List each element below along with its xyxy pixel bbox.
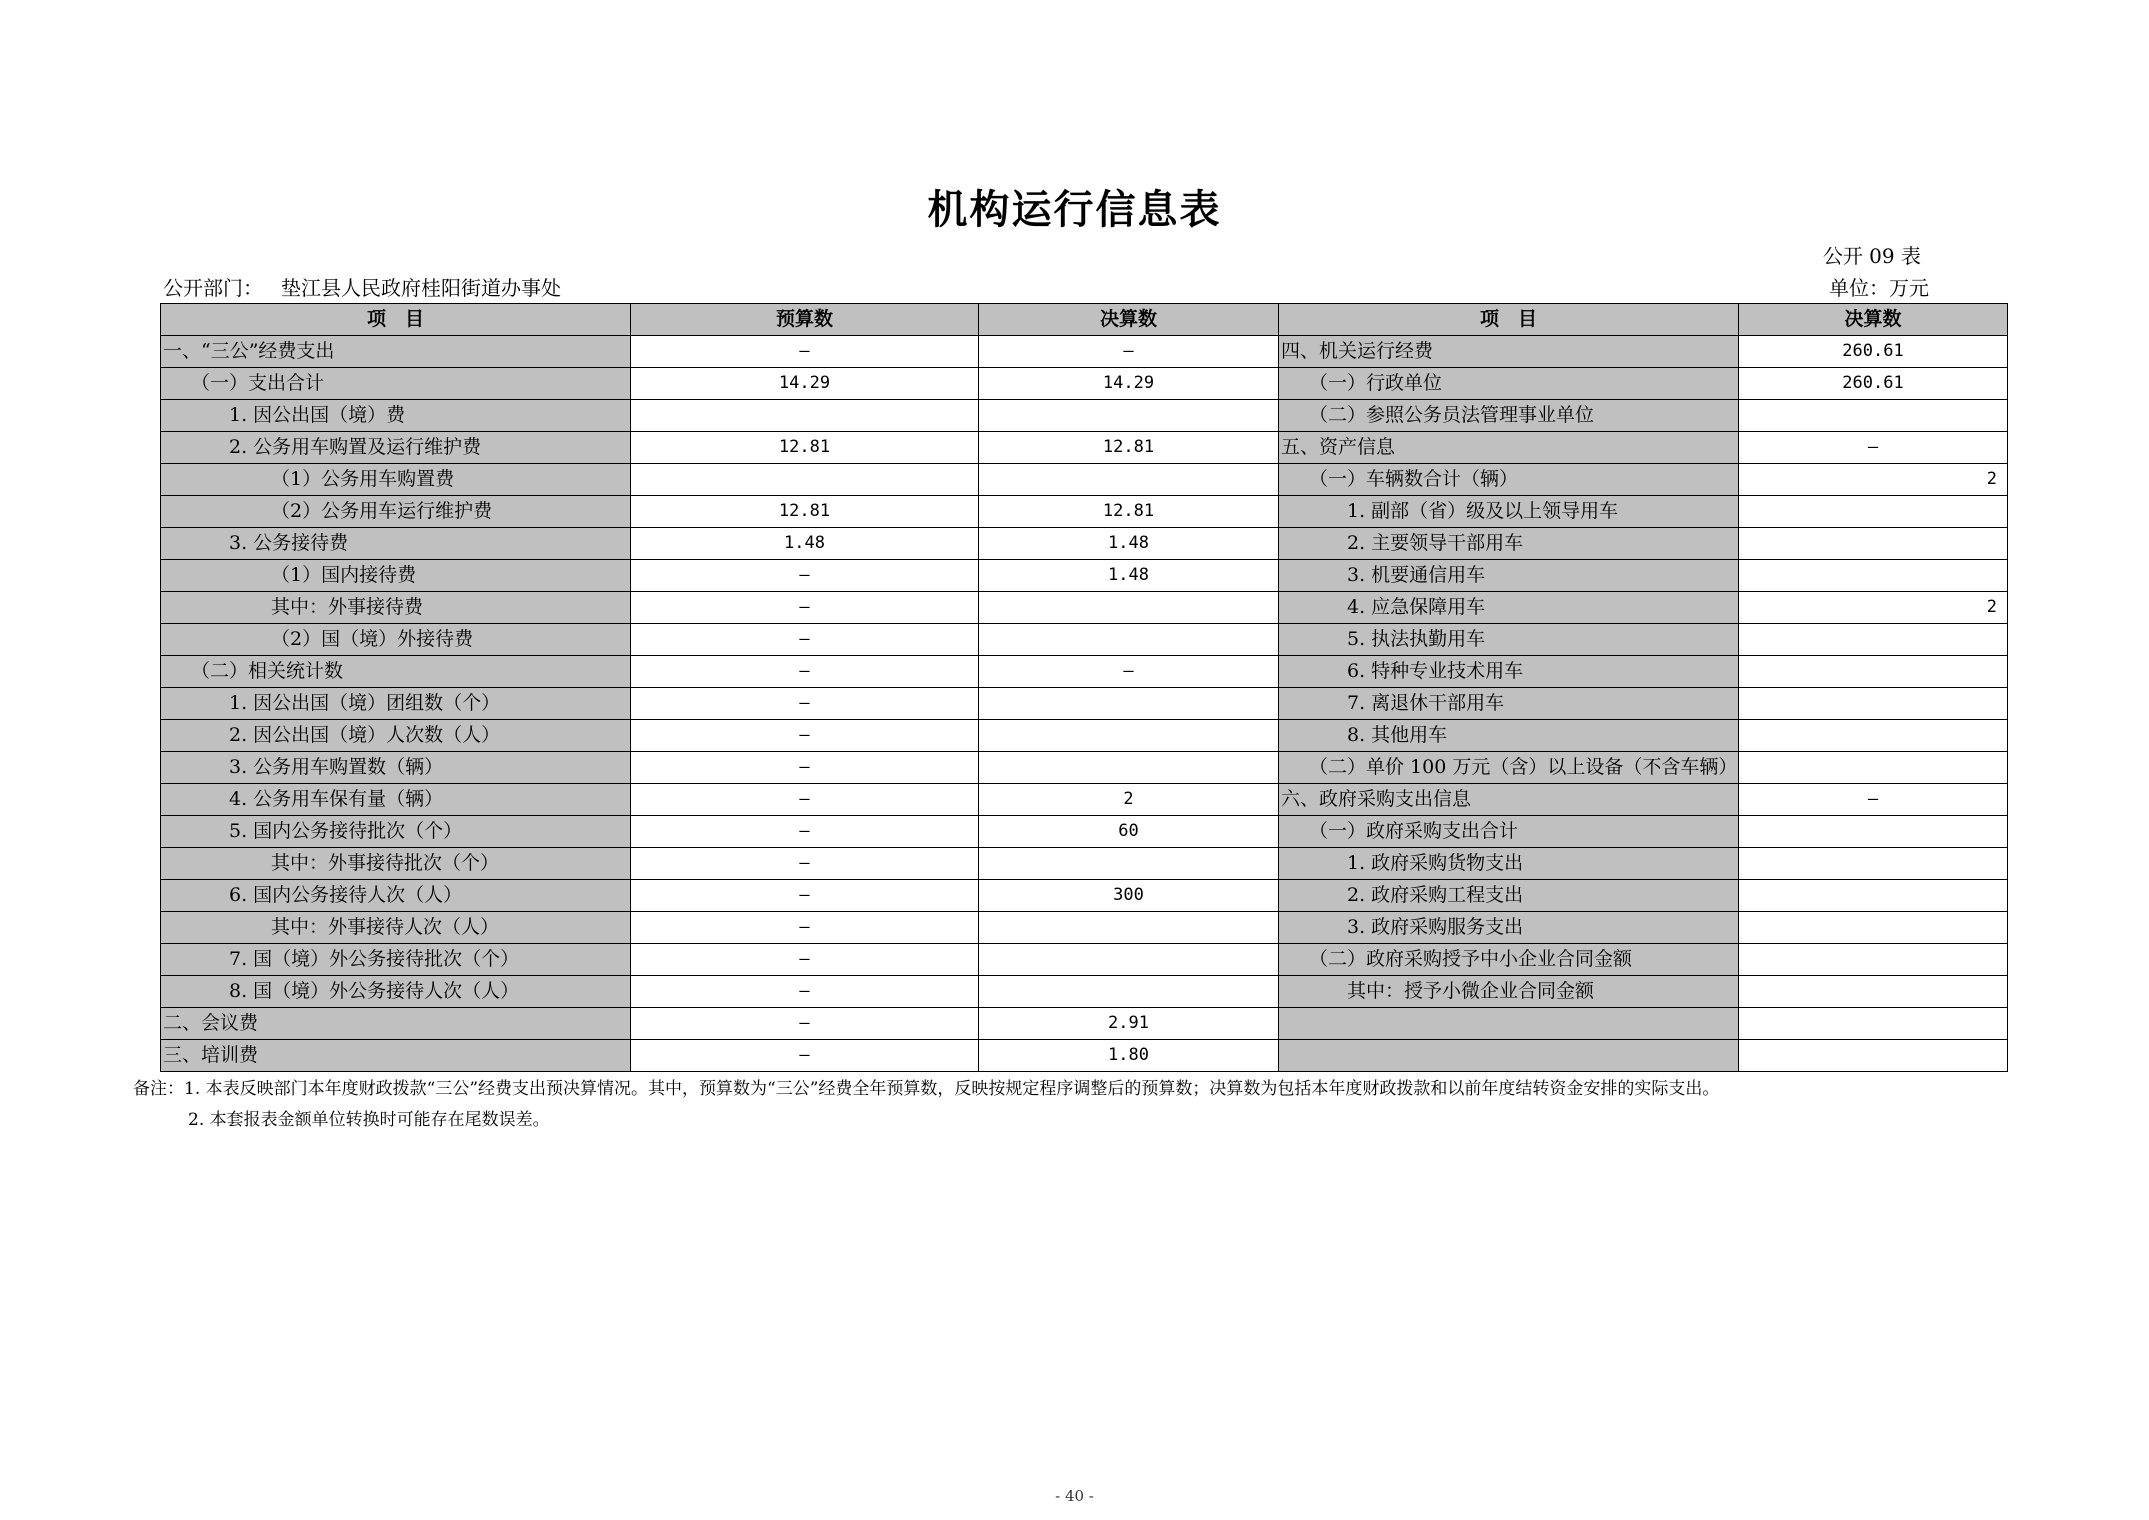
table-row bbox=[161, 432, 2008, 464]
row-item-left: 二、会议费 bbox=[161, 1008, 631, 1040]
row-item-right bbox=[1279, 1040, 1739, 1072]
row-final: 2 bbox=[979, 784, 1279, 816]
row-final-right: 260.61 bbox=[1739, 368, 2008, 400]
row-item-right: 其中：授予小微企业合同金额 bbox=[1279, 976, 1739, 1008]
row-final: — bbox=[979, 656, 1279, 688]
table-row bbox=[161, 560, 2008, 592]
row-item-left: （1）国内接待费 bbox=[161, 560, 631, 592]
row-item-left: 1. 因公出国（境）费 bbox=[161, 400, 631, 432]
row-budget: — bbox=[631, 560, 979, 592]
row-final-right bbox=[1739, 688, 2008, 720]
row-item-right: 3. 政府采购服务支出 bbox=[1279, 912, 1739, 944]
table-row bbox=[161, 752, 2008, 784]
row-final-right bbox=[1739, 560, 2008, 592]
row-item-right: 8. 其他用车 bbox=[1279, 720, 1739, 752]
row-final: 14.29 bbox=[979, 368, 1279, 400]
row-budget: — bbox=[631, 656, 979, 688]
row-budget: — bbox=[631, 848, 979, 880]
table-row bbox=[161, 496, 2008, 528]
row-final: 1.48 bbox=[979, 528, 1279, 560]
row-final-right bbox=[1739, 816, 2008, 848]
row-final bbox=[979, 848, 1279, 880]
table-row bbox=[161, 400, 2008, 432]
row-final: 2.91 bbox=[979, 1008, 1279, 1040]
row-item-right: 2. 主要领导干部用车 bbox=[1279, 528, 1739, 560]
row-final-right bbox=[1739, 720, 2008, 752]
row-final bbox=[979, 592, 1279, 624]
page-title: 机构运行信息表 bbox=[927, 186, 1222, 233]
row-budget: — bbox=[631, 720, 979, 752]
row-item-left: 5. 国内公务接待批次（个） bbox=[161, 816, 631, 848]
row-item-right: 五、资产信息 bbox=[1279, 432, 1739, 464]
row-item-left: （一）支出合计 bbox=[161, 368, 631, 400]
row-final-right bbox=[1739, 976, 2008, 1008]
row-final-right bbox=[1739, 1008, 2008, 1040]
row-item-right: 六、政府采购支出信息 bbox=[1279, 784, 1739, 816]
row-item-right: 3. 机要通信用车 bbox=[1279, 560, 1739, 592]
row-final bbox=[979, 688, 1279, 720]
table-row bbox=[161, 592, 2008, 624]
table-row bbox=[161, 816, 2008, 848]
row-final bbox=[979, 752, 1279, 784]
row-budget: — bbox=[631, 752, 979, 784]
note-2: 2. 本套报表金额单位转换时可能存在尾数误差。 bbox=[188, 1110, 550, 1130]
row-budget: — bbox=[631, 880, 979, 912]
row-final bbox=[979, 624, 1279, 656]
row-budget bbox=[631, 464, 979, 496]
row-final bbox=[979, 464, 1279, 496]
row-budget: — bbox=[631, 624, 979, 656]
row-budget: — bbox=[631, 592, 979, 624]
row-budget: — bbox=[631, 336, 979, 368]
department-label: 公开部门： bbox=[163, 276, 263, 300]
row-final-right bbox=[1739, 400, 2008, 432]
row-item-right: 6. 特种专业技术用车 bbox=[1279, 656, 1739, 688]
table-row bbox=[161, 1040, 2008, 1072]
table-header-row bbox=[161, 304, 2008, 336]
row-item-right: （二）政府采购授予中小企业合同金额 bbox=[1279, 944, 1739, 976]
header-item-left: 项 目 bbox=[161, 304, 631, 336]
table-body bbox=[161, 336, 2008, 1072]
row-final: 12.81 bbox=[979, 432, 1279, 464]
row-final bbox=[979, 912, 1279, 944]
row-item-right: （一）政府采购支出合计 bbox=[1279, 816, 1739, 848]
row-item-left: 2. 公务用车购置及运行维护费 bbox=[161, 432, 631, 464]
notes bbox=[133, 1074, 1719, 1136]
row-item-left: 其中：外事接待批次（个） bbox=[161, 848, 631, 880]
department-line bbox=[163, 276, 561, 300]
row-budget: 1.48 bbox=[631, 528, 979, 560]
row-final bbox=[979, 976, 1279, 1008]
row-item-left: 8. 国（境）外公务接待人次（人） bbox=[161, 976, 631, 1008]
table-row bbox=[161, 464, 2008, 496]
row-final-right: 2 bbox=[1739, 592, 2008, 624]
row-final-right bbox=[1739, 528, 2008, 560]
table-row bbox=[161, 656, 2008, 688]
row-item-left: （2）公务用车运行维护费 bbox=[161, 496, 631, 528]
row-budget: — bbox=[631, 1008, 979, 1040]
row-item-left: 4. 公务用车保有量（辆） bbox=[161, 784, 631, 816]
table-row bbox=[161, 784, 2008, 816]
row-final: 60 bbox=[979, 816, 1279, 848]
row-item-left: 其中：外事接待人次（人） bbox=[161, 912, 631, 944]
row-item-right: 1. 副部（省）级及以上领导用车 bbox=[1279, 496, 1739, 528]
row-final-right bbox=[1739, 496, 2008, 528]
row-final bbox=[979, 944, 1279, 976]
row-budget: — bbox=[631, 912, 979, 944]
row-final-right: — bbox=[1739, 784, 2008, 816]
table-row bbox=[161, 1008, 2008, 1040]
row-item-right: （二）单价 100 万元（含）以上设备（不含车辆） bbox=[1279, 752, 1739, 784]
table-row bbox=[161, 976, 2008, 1008]
table-row bbox=[161, 528, 2008, 560]
row-item-left: 3. 公务接待费 bbox=[161, 528, 631, 560]
table-row bbox=[161, 368, 2008, 400]
row-budget: 12.81 bbox=[631, 496, 979, 528]
row-budget: 12.81 bbox=[631, 432, 979, 464]
row-item-left: 7. 国（境）外公务接待批次（个） bbox=[161, 944, 631, 976]
page-number: - 40 - bbox=[1055, 1487, 1094, 1505]
row-final: 1.48 bbox=[979, 560, 1279, 592]
row-item-left: 2. 因公出国（境）人次数（人） bbox=[161, 720, 631, 752]
row-budget: — bbox=[631, 944, 979, 976]
table-row bbox=[161, 880, 2008, 912]
row-final bbox=[979, 720, 1279, 752]
row-final-right bbox=[1739, 624, 2008, 656]
header-final-left: 决算数 bbox=[979, 304, 1279, 336]
table-row bbox=[161, 336, 2008, 368]
row-final-right: — bbox=[1739, 432, 2008, 464]
row-budget: — bbox=[631, 976, 979, 1008]
row-item-left: 1. 因公出国（境）团组数（个） bbox=[161, 688, 631, 720]
row-final: — bbox=[979, 336, 1279, 368]
row-item-right: 5. 执法执勤用车 bbox=[1279, 624, 1739, 656]
table-row bbox=[161, 688, 2008, 720]
row-budget: 14.29 bbox=[631, 368, 979, 400]
row-final-right bbox=[1739, 752, 2008, 784]
row-item-right: 四、机关运行经费 bbox=[1279, 336, 1739, 368]
row-budget: — bbox=[631, 1040, 979, 1072]
row-item-right: （二）参照公务员法管理事业单位 bbox=[1279, 400, 1739, 432]
note-1: 备注：1. 本表反映部门本年度财政拨款“三公”经费支出预决算情况。其中，预算数为“三公”经费全年预算数，反映按规定程序调整后的预算数；决算数为包括本年度财政拨款和以前年度结转资金安排的实际支出。 bbox=[133, 1079, 1720, 1099]
row-final: 1.80 bbox=[979, 1040, 1279, 1072]
row-budget bbox=[631, 400, 979, 432]
table-row bbox=[161, 848, 2008, 880]
row-final-right bbox=[1739, 656, 2008, 688]
row-final: 300 bbox=[979, 880, 1279, 912]
row-item-left: 6. 国内公务接待人次（人） bbox=[161, 880, 631, 912]
row-item-left: （二）相关统计数 bbox=[161, 656, 631, 688]
row-item-left: 其中：外事接待费 bbox=[161, 592, 631, 624]
row-item-left: 3. 公务用车购置数（辆） bbox=[161, 752, 631, 784]
table-row bbox=[161, 720, 2008, 752]
table-row bbox=[161, 912, 2008, 944]
header-item-right: 项 目 bbox=[1279, 304, 1739, 336]
row-item-right bbox=[1279, 1008, 1739, 1040]
row-final-right: 260.61 bbox=[1739, 336, 2008, 368]
row-final-right: 2 bbox=[1739, 464, 2008, 496]
table-row bbox=[161, 624, 2008, 656]
row-final-right bbox=[1739, 944, 2008, 976]
row-item-left: （2）国（境）外接待费 bbox=[161, 624, 631, 656]
unit-label: 单位：万元 bbox=[1829, 276, 1929, 300]
row-item-right: 1. 政府采购货物支出 bbox=[1279, 848, 1739, 880]
row-final: 12.81 bbox=[979, 496, 1279, 528]
header-budget: 预算数 bbox=[631, 304, 979, 336]
row-item-right: （一）行政单位 bbox=[1279, 368, 1739, 400]
info-table bbox=[160, 303, 2008, 1072]
row-item-right: （一）车辆数合计（辆） bbox=[1279, 464, 1739, 496]
form-number: 公开 09 表 bbox=[1822, 244, 1921, 268]
row-final-right bbox=[1739, 912, 2008, 944]
row-budget: — bbox=[631, 784, 979, 816]
table-row bbox=[161, 944, 2008, 976]
row-item-right: 2. 政府采购工程支出 bbox=[1279, 880, 1739, 912]
row-budget: — bbox=[631, 816, 979, 848]
row-final-right bbox=[1739, 880, 2008, 912]
row-item-left: （1）公务用车购置费 bbox=[161, 464, 631, 496]
header-final-right: 决算数 bbox=[1739, 304, 2008, 336]
row-item-right: 7. 离退休干部用车 bbox=[1279, 688, 1739, 720]
row-final bbox=[979, 400, 1279, 432]
row-item-left: 一、“三公”经费支出 bbox=[161, 336, 631, 368]
row-final-right bbox=[1739, 848, 2008, 880]
row-final-right bbox=[1739, 1040, 2008, 1072]
row-budget: — bbox=[631, 688, 979, 720]
row-item-right: 4. 应急保障用车 bbox=[1279, 592, 1739, 624]
department-name: 垫江县人民政府桂阳街道办事处 bbox=[281, 276, 561, 300]
row-item-left: 三、培训费 bbox=[161, 1040, 631, 1072]
